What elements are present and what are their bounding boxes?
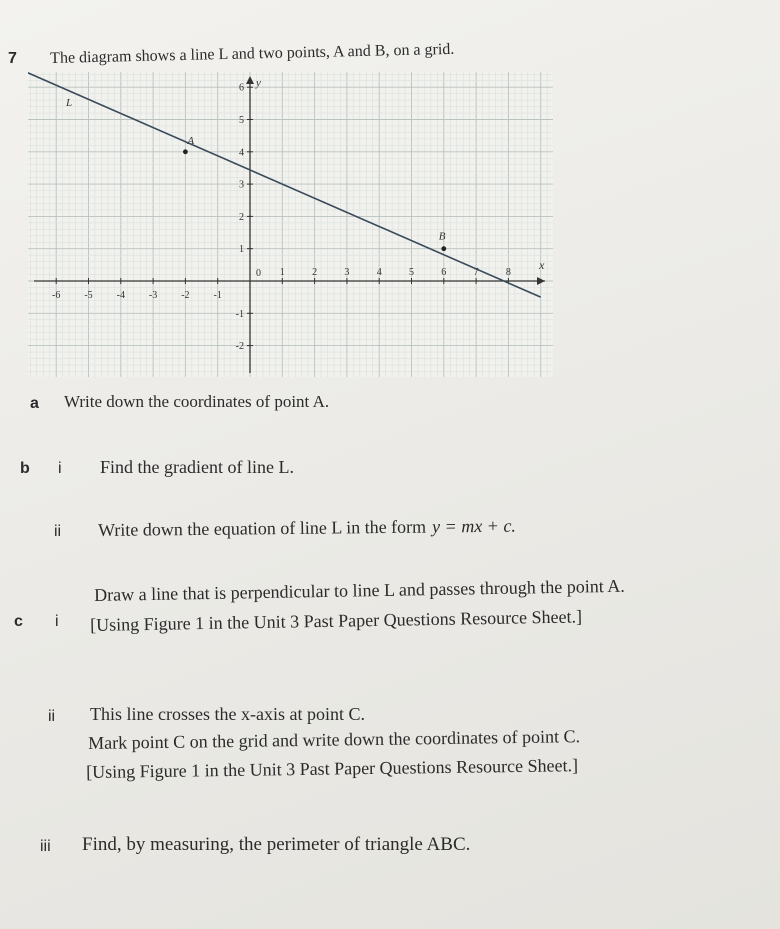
point-a-label: A	[187, 134, 195, 147]
part-cii-text2: Mark point C on the grid and write down the coordinates of point C.	[88, 726, 581, 753]
x-tick-label: 2	[312, 267, 318, 278]
x-tick-label: 8	[505, 267, 511, 278]
x-tick-label: -2	[181, 290, 190, 301]
question-number: 7	[8, 50, 17, 67]
x-tick-label: -4	[116, 290, 125, 301]
part-a-label: a	[30, 395, 39, 412]
y-tick-label: 2	[239, 211, 244, 223]
y-tick-label: 6	[239, 82, 244, 94]
part-cii-text3: [Using Figure 1 in the Unit 3 Past Paper Questions Resource Sheet.]	[86, 755, 579, 782]
equation: y = mx + c.	[432, 515, 516, 537]
part-cii-label: ii	[48, 708, 56, 725]
part-b-label: b	[20, 460, 30, 477]
x-tick-label: 5	[409, 267, 414, 278]
y-tick-label: -1	[235, 308, 244, 320]
x-tick-label: -5	[84, 290, 93, 301]
y-tick-label: 5	[239, 115, 244, 126]
part-bii-sentence: Write down the equation of line L in the form	[98, 516, 427, 540]
coordinate-grid	[28, 72, 553, 377]
x-tick-label: 1	[279, 267, 285, 278]
part-ciii-label: iii	[40, 838, 51, 855]
question-intro: The diagram shows a line L and two points, A and B, on a grid.	[50, 40, 455, 67]
point-a	[183, 149, 188, 154]
part-bii-label: ii	[54, 523, 62, 540]
line-l-label: L	[66, 97, 73, 109]
x-tick-label: 7	[473, 267, 479, 278]
origin-label: 0	[256, 268, 261, 279]
x-tick-label: 4	[376, 267, 382, 278]
part-ci-label: i	[55, 613, 59, 630]
part-ci-text1: Draw a line that is perpendicular to line L and passes through the point A.	[94, 575, 625, 605]
point-b-label: B	[438, 230, 446, 243]
part-c-label: c	[14, 613, 23, 630]
x-tick-label: -1	[213, 290, 222, 301]
part-cii-text1: This line crosses the x-axis at point C.	[90, 704, 365, 724]
y-axis-label: y	[256, 77, 261, 89]
part-ciii-text: Find, by measuring, the perimeter of triangle ABC.	[82, 834, 471, 855]
y-tick-label: 1	[239, 244, 244, 256]
part-bi-text: Find the gradient of line L.	[100, 457, 294, 477]
point-b	[441, 246, 446, 251]
x-tick-label: 3	[344, 267, 350, 278]
x-axis-label: x	[539, 258, 545, 272]
y-tick-label: 4	[239, 147, 244, 159]
part-a-text: Write down the coordinates of point A.	[64, 392, 330, 411]
part-bi-label: i	[58, 460, 62, 477]
grid-background	[28, 72, 553, 377]
x-tick-label: -6	[52, 290, 61, 301]
part-ci-text2: [Using Figure 1 in the Unit 3 Past Paper Questions Resource Sheet.]	[90, 606, 583, 635]
part-bii-text	[98, 516, 516, 541]
y-tick-label: -2	[235, 341, 244, 353]
y-tick-label: 3	[239, 179, 244, 191]
x-tick-label: 6	[441, 267, 447, 278]
x-tick-label: -3	[148, 290, 158, 301]
